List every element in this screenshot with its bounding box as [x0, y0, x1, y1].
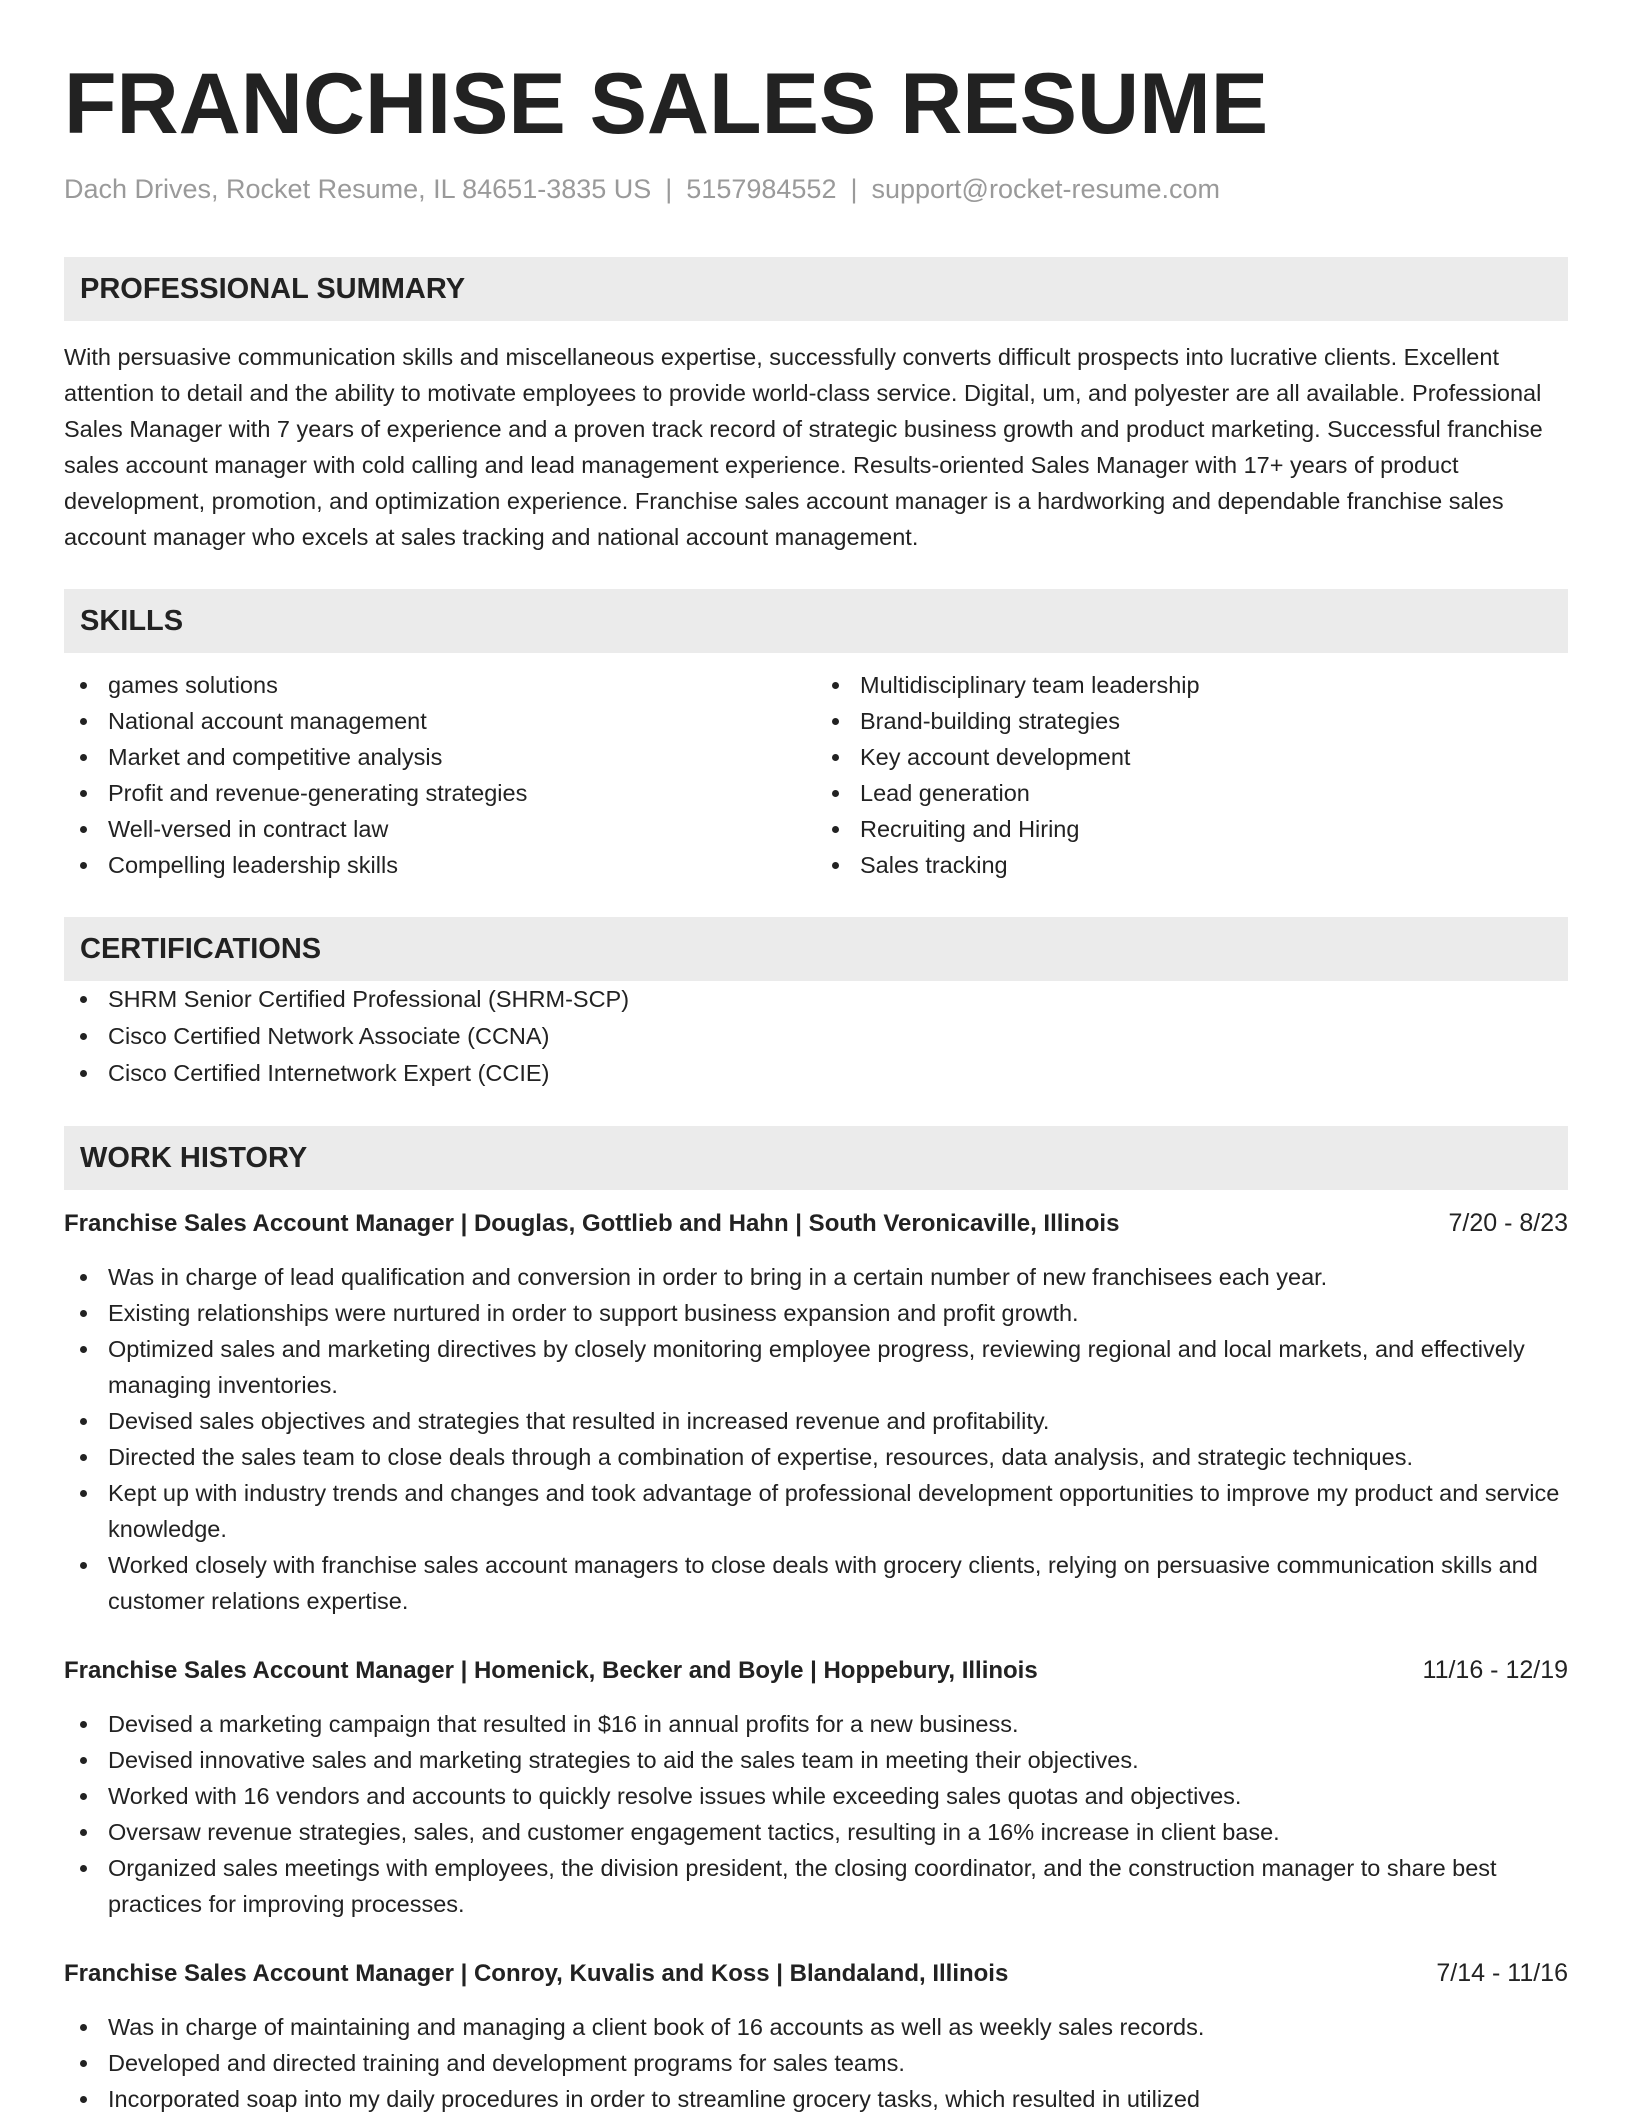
job-dates: 11/16 - 12/19 — [1422, 1656, 1568, 1684]
skills-column-right — [816, 667, 1568, 883]
job-bullet: Kept up with industry trends and changes and took advantage of professional development opportunities to improve my product and service knowledge. — [64, 1475, 1568, 1547]
skills-list-right — [816, 667, 1568, 883]
job-bullet: Was in charge of maintaining and managing a client book of 16 accounts as well as weekly sales records. — [64, 2009, 1568, 2045]
skill-item: Profit and revenue-generating strategies — [64, 775, 816, 811]
job-header — [64, 1206, 1568, 1241]
job-title: Franchise Sales Account Manager | Douglas, Gottlieb and Hahn | South Veronicaville, Illinois — [64, 1210, 1120, 1237]
job-bullet: Organized sales meetings with employees, the division president, the closing coordinator, and the construction manager to share best practices for improving processes. — [64, 1850, 1568, 1922]
job-bullet: Optimized sales and marketing directives by closely monitoring employee progress, reviewing regional and local markets, and effectively managing inventories. — [64, 1331, 1568, 1403]
contact-email: support@rocket-resume.com — [871, 174, 1221, 204]
contact-line — [64, 172, 1568, 206]
job-bullets — [64, 1259, 1568, 1619]
job-bullet: Directed the sales team to close deals through a combination of expertise, resources, data analysis, and strategic techniques. — [64, 1439, 1568, 1475]
skill-item: Key account development — [816, 739, 1568, 775]
section-header-skills: SKILLS — [64, 589, 1568, 653]
skills-grid — [64, 667, 1568, 883]
skill-item: Compelling leadership skills — [64, 847, 816, 883]
section-header-work-history: WORK HISTORY — [64, 1126, 1568, 1190]
skill-item: Brand-building strategies — [816, 703, 1568, 739]
job-dates: 7/20 - 8/23 — [1448, 1209, 1568, 1237]
skill-item: Recruiting and Hiring — [816, 811, 1568, 847]
summary-text: With persuasive communication skills and miscellaneous expertise, successfully converts difficult prospects into lucrative clients. Excellent attention to detail and the ability to motivate employees to provide world-class service. Digital, um, and polyester are all available. Professional Sales Manager with 7 years of experience and a proven track record of strategic business growth and product marketing. Successful franchise sales account manager with cold calling and lead management experience. Results-oriented Sales Manager with 17+ years of product development, promotion, and optimization experience. Franchise sales account manager is a hardworking and dependable franchise sales account manager who excels at sales tracking and national account management. — [64, 344, 1543, 550]
skills-column-left — [64, 667, 816, 883]
resume-title: FRANCHISE SALES RESUME — [64, 56, 1269, 152]
job-bullet: Devised sales objectives and strategies that resulted in increased revenue and profitability. — [64, 1403, 1568, 1439]
job-bullet: Oversaw revenue strategies, sales, and customer engagement tactics, resulting in a 16% increase in client base. — [64, 1814, 1568, 1850]
job-bullet: Devised a marketing campaign that resulted in $16 in annual profits for a new business. — [64, 1706, 1568, 1742]
job-entry — [64, 1956, 1568, 2112]
section-header-summary: PROFESSIONAL SUMMARY — [64, 257, 1568, 321]
job-title: Franchise Sales Account Manager | Conroy, Kuvalis and Koss | Blandaland, Illinois — [64, 1960, 1009, 1987]
job-dates: 7/14 - 11/16 — [1436, 1959, 1568, 1987]
job-bullet: Worked closely with franchise sales account managers to close deals with grocery clients, relying on persuasive communication skills and customer relations expertise. — [64, 1547, 1568, 1619]
skill-item: games solutions — [64, 667, 816, 703]
job-bullets — [64, 1706, 1568, 1922]
contact-address: Dach Drives, Rocket Resume, IL 84651-3835 US — [64, 174, 652, 204]
certification-item: SHRM Senior Certified Professional (SHRM-SCP) — [64, 981, 1568, 1018]
skill-item: Market and competitive analysis — [64, 739, 816, 775]
job-entry — [64, 1653, 1568, 1922]
skills-list-left — [64, 667, 816, 883]
job-bullet: Devised innovative sales and marketing strategies to aid the sales team in meeting their objectives. — [64, 1742, 1568, 1778]
job-entry — [64, 1206, 1568, 1619]
job-bullet: Worked with 16 vendors and accounts to quickly resolve issues while exceeding sales quotas and objectives. — [64, 1778, 1568, 1814]
certifications-list — [64, 981, 1568, 1092]
skill-item: Sales tracking — [816, 847, 1568, 883]
job-header — [64, 1956, 1568, 1991]
job-header — [64, 1653, 1568, 1688]
certification-item: Cisco Certified Internetwork Expert (CCIE) — [64, 1055, 1568, 1092]
skill-item: Lead generation — [816, 775, 1568, 811]
contact-separator: | — [665, 174, 673, 204]
job-bullet: Existing relationships were nurtured in order to support business expansion and profit growth. — [64, 1295, 1568, 1331]
job-bullets — [64, 2009, 1568, 2112]
certification-item: Cisco Certified Network Associate (CCNA) — [64, 1018, 1568, 1055]
contact-separator: | — [850, 174, 858, 204]
skill-item: Well-versed in contract law — [64, 811, 816, 847]
section-header-certifications: CERTIFICATIONS — [64, 917, 1568, 981]
contact-phone: 5157984552 — [686, 174, 837, 204]
job-bullet: Was in charge of lead qualification and conversion in order to bring in a certain number of new franchisees each year. — [64, 1259, 1568, 1295]
job-bullet: Incorporated soap into my daily procedures in order to streamline grocery tasks, which resulted in utilized — [64, 2081, 1568, 2112]
skill-item: National account management — [64, 703, 816, 739]
skill-item: Multidisciplinary team leadership — [816, 667, 1568, 703]
job-title: Franchise Sales Account Manager | Homenick, Becker and Boyle | Hoppebury, Illinois — [64, 1657, 1038, 1684]
job-bullet: Developed and directed training and development programs for sales teams. — [64, 2045, 1568, 2081]
